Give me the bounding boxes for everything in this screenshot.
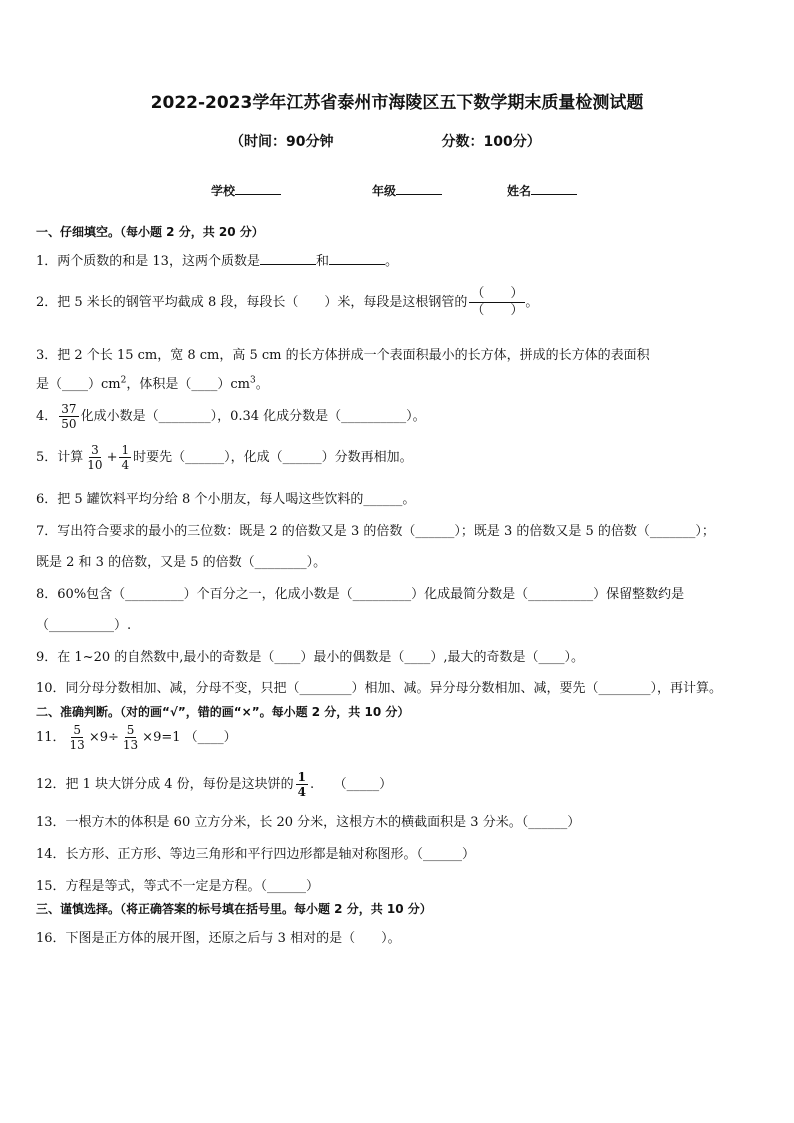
- question-3-line-2: [36, 373, 269, 392]
- q1-text-c: 。: [384, 254, 398, 269]
- question-9: 9．在 1~20 的自然数中,最小的奇数是（____）最小的偶数是（____）,最大的奇数是（____）。: [36, 650, 585, 665]
- q1-text-a: 1．两个质数的和是 13，这两个质数是: [36, 254, 260, 269]
- question-16: 16．下图是正方体的展开图，还原之后与 3 相对的是（ ）。: [36, 931, 401, 946]
- q5-fraction-2: [119, 443, 131, 472]
- q12-text-a: 12．把 1 块大饼分成 4 份，每份是这块饼的: [36, 777, 294, 792]
- q2-numerator-blank[interactable]: （ ）: [471, 286, 524, 301]
- question-8-line-2: （__________）.: [36, 618, 132, 633]
- q5-prefix: 5．计算: [36, 450, 84, 465]
- page-title: 2022-2023学年江苏省泰州市海陵区五下数学期末质量检测试题: [150, 93, 644, 113]
- q2-fraction-blank[interactable]: [469, 286, 525, 319]
- school-label: 学校: [211, 184, 236, 198]
- q1-text-b: 和: [315, 254, 329, 269]
- q12-numerator: 1: [297, 770, 306, 784]
- q5-denominator-1: 10: [87, 458, 103, 472]
- question-3-line-1: 3．把 2 个长 15 cm，宽 8 cm，高 5 cm 的长方体拼成一个表面积最小的长方体，拼成的长方体的表面积: [36, 348, 650, 363]
- section-1-heading: 一、仔细填空。（每小题 2 分，共 20 分）: [36, 225, 264, 239]
- grade-field[interactable]: [372, 182, 442, 199]
- q3-sup-3: 3: [249, 375, 256, 386]
- q11-denominator-2: 13: [122, 738, 139, 752]
- q5-fraction-1: [85, 443, 104, 472]
- grade-blank[interactable]: [396, 183, 442, 195]
- q11-numerator-2: 5: [126, 723, 135, 737]
- exam-subtitle: [230, 131, 541, 151]
- question-10: 10．同分母分数相加、减，分母不变，只把（________）相加、减。异分母分数相加、减，要先（________），再计算。: [36, 681, 723, 696]
- section-3-heading: 三、谨慎选择。（将正确答案的标号填在括号里。每小题 2 分，共 10 分）: [36, 902, 432, 916]
- q3-volume: ，体积是（____）cm: [126, 377, 250, 392]
- q5-text: 时要先（______），化成（______）分数再相加。: [133, 450, 413, 465]
- q11-text: ×9=1 （____）: [142, 730, 237, 745]
- q12-denominator: 4: [297, 785, 306, 799]
- question-15: 15．方程是等式，等式不一定是方程。（______）: [36, 879, 320, 894]
- q1-blank-1[interactable]: [260, 252, 316, 265]
- question-7-line-1: 7．写出符合要求的最小的三位数：既是 2 的倍数又是 3 的倍数（______）；既是 3 的倍数又是 5 的倍数（_______）；: [36, 524, 715, 539]
- school-field[interactable]: [211, 182, 281, 199]
- q11-numerator-1: 5: [73, 723, 81, 737]
- q3-sup-2: 2: [120, 375, 127, 386]
- question-13: 13．一根方木的体积是 60 立方分米，长 20 分米，这根方木的横截面积是 3 分米。（______）: [36, 815, 581, 830]
- question-11: [36, 723, 237, 752]
- question-6: 6．把 5 罐饮料平均分给 8 个小朋友，每人喝这些饮料的______。: [36, 492, 416, 507]
- name-blank[interactable]: [531, 183, 577, 195]
- q11-operator: ×9÷: [88, 730, 119, 745]
- question-4: [36, 402, 426, 431]
- q5-numerator-1: 3: [91, 443, 99, 457]
- score-label: 分数：100分）: [441, 134, 541, 150]
- name-field[interactable]: [507, 182, 577, 199]
- question-1: [36, 250, 398, 269]
- q4-number: 4．: [36, 409, 58, 424]
- question-12: [36, 770, 392, 799]
- question-5: [36, 443, 413, 472]
- question-7-line-2: 既是 2 和 3 的倍数，又是 5 的倍数（________）。: [36, 555, 327, 570]
- question-8-line-1: 8．60%包含（_________）个百分之一，化成小数是（_________）化成最简分数是（__________）保留整数约是: [36, 587, 685, 602]
- q11-denominator-1: 13: [69, 738, 85, 752]
- q5-plus: +: [106, 450, 118, 465]
- q4-numerator: 37: [61, 402, 77, 416]
- q3-area: 是（____）cm: [36, 377, 121, 392]
- section-2-heading: 二、准确判断。（对的画“√”，错的画“×”。每小题 2 分，共 10 分）: [36, 705, 410, 719]
- question-2: [36, 286, 538, 319]
- grade-label: 年级: [372, 184, 397, 198]
- q2-denominator-blank[interactable]: （ ）: [471, 303, 524, 318]
- q12-text-b: . （_____）: [309, 777, 393, 792]
- q2-end: 。: [525, 295, 539, 310]
- q3-end: 。: [255, 377, 269, 392]
- time-label: （时间：90分钟: [230, 134, 334, 150]
- school-blank[interactable]: [235, 183, 281, 195]
- q11-number: 11．: [36, 730, 66, 745]
- name-label: 姓名: [507, 184, 532, 198]
- q11-fraction-1: [68, 723, 87, 752]
- q5-numerator-2: 1: [121, 443, 130, 457]
- q1-blank-2[interactable]: [329, 252, 385, 265]
- q12-fraction: [296, 770, 308, 799]
- question-14: 14．长方形、正方形、等边三角形和平行四边形都是轴对称图形。（______）: [36, 847, 476, 862]
- q11-fraction-2: [121, 723, 140, 752]
- q2-text: 2．把 5 米长的钢管平均截成 8 段，每段长（ ）米，每段是这根钢管的: [36, 295, 468, 310]
- q4-fraction: [59, 402, 78, 431]
- q5-denominator-2: 4: [121, 458, 130, 472]
- q4-denominator: 50: [61, 417, 77, 431]
- q4-text: 化成小数是（________），0.34 化成分数是（__________）。: [80, 409, 426, 424]
